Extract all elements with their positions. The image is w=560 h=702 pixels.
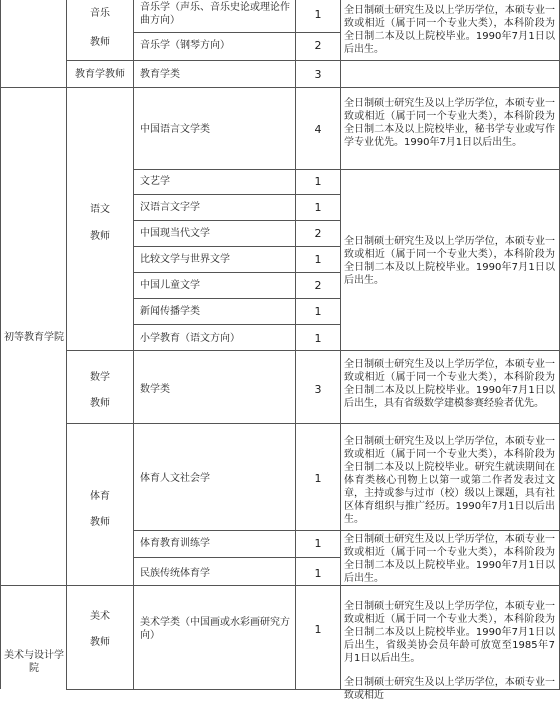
count-cell: 1 bbox=[314, 472, 322, 485]
count-cell: 1 bbox=[314, 8, 322, 21]
requirement-cell: 全日制硕士研究生及以上学历学位，本硕专业一致或相近（属于同一个专业大类），本科阶段为全日制二本及以上院校毕业。1990年7月1日以后出生。 bbox=[344, 5, 555, 55]
requirement-cell: 全日制硕士研究生及以上学历学位，本硕专业一致或相近 bbox=[344, 677, 555, 701]
count-cell: 1 bbox=[314, 175, 322, 188]
count-cell: 4 bbox=[314, 123, 322, 136]
major-cell: 音乐学（钢琴方向） bbox=[140, 40, 230, 51]
dept-name: 教育学教师 bbox=[75, 69, 125, 80]
count-cell: 1 bbox=[314, 623, 322, 636]
count-cell: 2 bbox=[314, 227, 322, 240]
row-line bbox=[133, 530, 560, 531]
row-line bbox=[66, 60, 560, 61]
college-name: 美术与设计学院 bbox=[4, 650, 64, 674]
dept-name: 音乐 bbox=[90, 8, 110, 19]
row-line bbox=[133, 246, 340, 247]
dept-name: 教师 bbox=[90, 37, 110, 48]
major-cell: 音乐学（声乐、音乐史论或理论作曲方向） bbox=[140, 2, 290, 26]
dept-name: 美术 bbox=[90, 611, 110, 622]
row-line bbox=[133, 324, 340, 325]
dept-name: 数学 bbox=[90, 372, 110, 383]
row-line bbox=[66, 350, 560, 351]
major-cell: 体育教育训练学 bbox=[140, 538, 210, 549]
major-cell: 美术学类（中国画或水彩画研究方向） bbox=[140, 617, 290, 641]
row-line bbox=[0, 585, 560, 586]
count-cell: 1 bbox=[314, 537, 322, 550]
major-cell: 文艺学 bbox=[140, 176, 170, 187]
major-cell: 中国语言文学类 bbox=[140, 124, 210, 135]
major-cell: 民族传统体育学 bbox=[140, 568, 210, 579]
row-line bbox=[133, 32, 340, 33]
major-cell: 比较文学与世界文学 bbox=[140, 254, 230, 265]
row-line bbox=[133, 169, 560, 170]
requirement-cell: 全日制硕士研究生及以上学历学位，本硕专业一致或相近（属于同一个专业大类），本科阶段为全日制二本及以上院校毕业。研究生就读期间在体育类核心刊物上以第一或第二作者发表过文章，主持或参与过市（校）级以上课题，具有社区体育组织与推广经历。1990年7月1日以后出生。 bbox=[344, 436, 555, 525]
row-line bbox=[66, 689, 560, 690]
major-cell: 数学类 bbox=[140, 384, 170, 395]
requirement-cell: 全日制硕士研究生及以上学历学位，本硕专业一致或相近（属于同一个专业大类），本科阶段为全日制二本及以上院校毕业。1990年7月1日以后出生，具有省级数学建模参赛经验者优先。 bbox=[344, 359, 555, 409]
major-cell: 小学教育（语文方向） bbox=[140, 333, 240, 344]
major-cell: 体育人文社会学 bbox=[140, 473, 210, 484]
count-cell: 1 bbox=[314, 305, 322, 318]
count-cell: 2 bbox=[314, 39, 322, 52]
dept-name: 语文 bbox=[90, 204, 110, 215]
requirement-cell: 全日制硕士研究生及以上学历学位，本硕专业一致或相近（属于同一个专业大类），本科阶段为全日制二本及以上院校毕业。1990年7月1日以后出生。 bbox=[344, 534, 555, 584]
row-line bbox=[66, 423, 560, 424]
count-cell: 1 bbox=[314, 332, 322, 345]
row-line bbox=[133, 220, 340, 221]
requirement-cell: 全日制硕士研究生及以上学历学位，本硕专业一致或相近（属于同一个专业大类），本科阶段为全日制二本及以上院校毕业。1990年7月1日以后出生。 bbox=[344, 236, 555, 286]
row-line bbox=[0, 87, 560, 88]
count-cell: 1 bbox=[314, 201, 322, 214]
requirement-cell: 全日制硕士研究生及以上学历学位，本硕专业一致或相近（属于同一个专业大类），本科阶段为全日制二本及以上院校毕业，秘书学专业或写作学专业优先。1990年7月1日以后出生。 bbox=[344, 98, 555, 148]
dept-name: 教师 bbox=[90, 231, 110, 242]
count-cell: 2 bbox=[314, 279, 322, 292]
dept-name: 体育 bbox=[90, 491, 110, 502]
row-line bbox=[133, 298, 340, 299]
college-name: 初等教育学院 bbox=[4, 332, 64, 343]
major-cell: 新闻传播学类 bbox=[140, 306, 200, 317]
count-cell: 1 bbox=[314, 253, 322, 266]
major-cell: 教育学类 bbox=[140, 69, 180, 80]
dept-name: 教师 bbox=[90, 398, 110, 409]
row-line bbox=[133, 194, 340, 195]
row-line bbox=[133, 272, 340, 273]
major-cell: 中国儿童文学 bbox=[140, 280, 200, 291]
row-line bbox=[133, 557, 340, 558]
major-cell: 汉语言文字学 bbox=[140, 202, 200, 213]
dept-name: 教师 bbox=[90, 517, 110, 528]
count-cell: 1 bbox=[314, 567, 322, 580]
count-cell: 3 bbox=[314, 68, 322, 81]
major-cell: 中国现当代文学 bbox=[140, 228, 210, 239]
requirement-cell: 全日制硕士研究生及以上学历学位，本硕专业一致或相近（属于同一个专业大类），本科阶段为全日制二本及以上院校毕业。1990年7月1日以后出生，省级美协会员年龄可放宽至1985年7月1日以后出生。 bbox=[344, 601, 555, 664]
count-cell: 3 bbox=[314, 383, 322, 396]
dept-name: 教师 bbox=[90, 637, 110, 648]
